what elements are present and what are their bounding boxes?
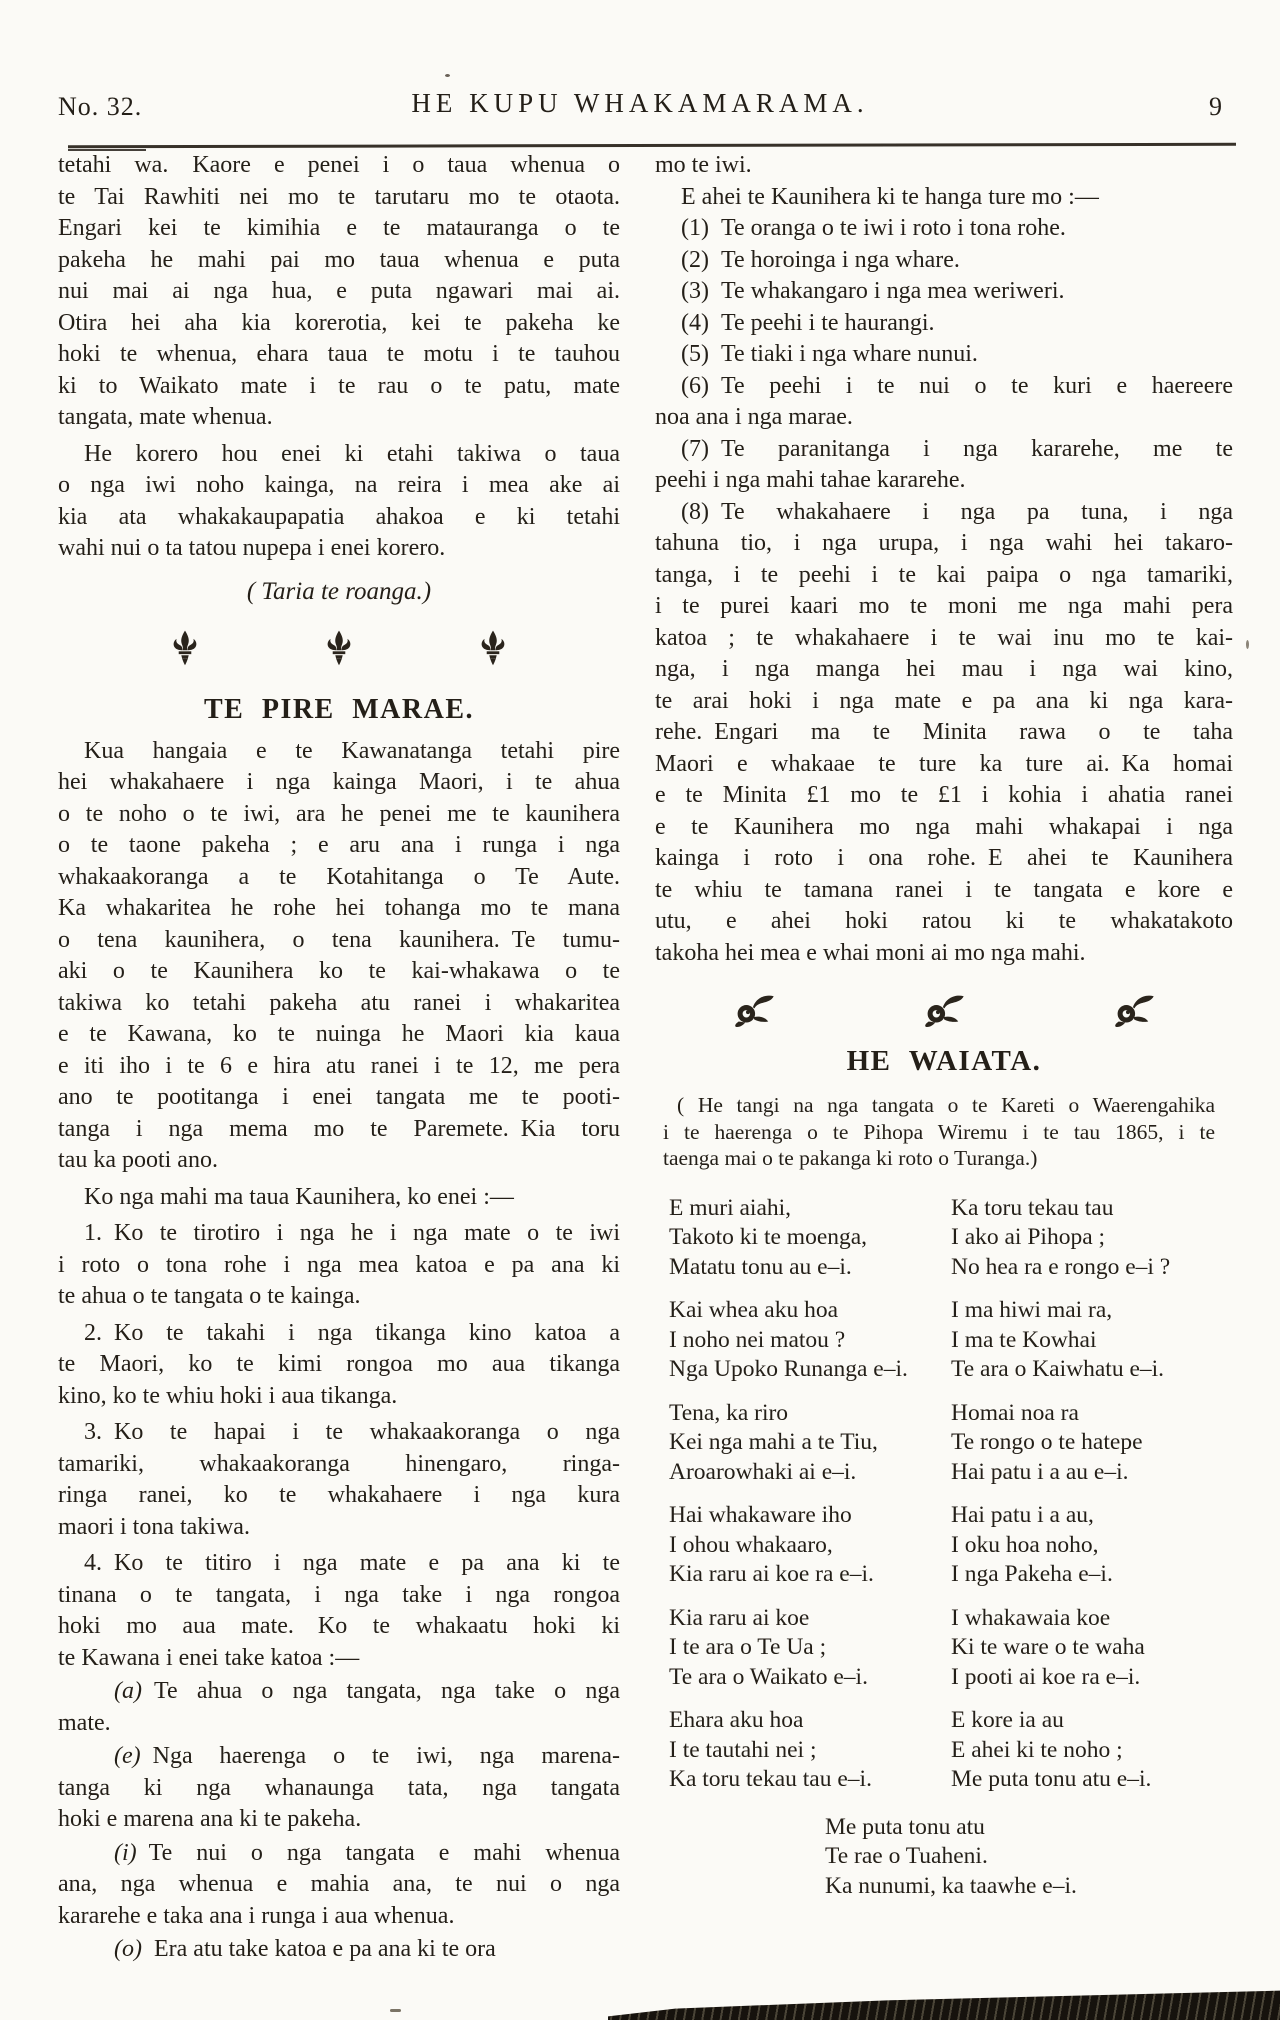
text-line: I nga Pakeha e–i. — [951, 1561, 1113, 1587]
waiata-stanza — [669, 1604, 951, 1693]
text-line: whakaakoranga a te Kotahitanga o Te Aute. — [58, 863, 620, 890]
right-column — [655, 150, 1233, 1915]
text-line: Otira hei aha kia korerotia, kei te pakeha ke — [58, 309, 620, 336]
text-line: I te ara o Te Ua ; — [669, 1634, 827, 1660]
text-line: (i) Te nui o nga tangata e mahi whenua — [114, 1839, 620, 1866]
text-line: (5) Te tiaki i nga whare nunui. — [681, 341, 978, 367]
text-line: He korero hou enei ki etahi takiwa o taua — [84, 440, 620, 467]
text-line: (a) Te ahua o nga tangata, nga take o nga — [114, 1678, 620, 1704]
waiata-stanza — [669, 1399, 951, 1488]
text-line: (2) Te horoinga i nga whare. — [681, 246, 960, 273]
text-line: takoha hei mea e whai moni ai mo nga mahi. — [655, 939, 1086, 966]
masthead-title: HE KUPU WHAKAMARAMA. — [411, 88, 869, 118]
waiata-column-right — [951, 1194, 1233, 1809]
text-line: Te rongo o te hatepe — [951, 1429, 1143, 1455]
text-line: I te tautahi nei ; — [669, 1736, 817, 1763]
text-line: te Kawana i enei take katoa :— — [58, 1644, 360, 1671]
rule-item-6 — [655, 371, 1233, 434]
list-item-e — [58, 1741, 620, 1836]
text-line: tanga ki nga whanaunga tata, nga tangata — [58, 1774, 620, 1801]
issue-number: No. 32. — [58, 92, 143, 121]
text-line: hei whakahaere i nga kainga Maori, i te ahua — [58, 769, 620, 795]
left-column — [58, 150, 620, 1966]
text-line: No hea ra e rongo e–i ? — [951, 1253, 1171, 1280]
text-line: o te noho o te iwi, ara he penei me te kaunihera — [58, 800, 620, 827]
text-line: o te taone pakeha ; e aru ana i runga i nga — [58, 832, 620, 858]
paragraph — [655, 182, 1233, 214]
text-line: E kore ia au — [951, 1707, 1064, 1733]
text-line: ringa ranei, ko te whakahaere i nga kura — [58, 1482, 620, 1508]
text-line: I noho nei matou ? — [669, 1326, 846, 1353]
text-line: i te haerenga o te Pihopa Wiremu i te tau 1865, i te — [663, 1119, 1215, 1144]
text-line: peehi i nga mahi tahae kararehe. — [655, 467, 966, 493]
waiata-stanza — [669, 1501, 951, 1590]
text-line: (o) Era atu take katoa e pa ana ki te ora — [114, 1936, 496, 1962]
text-line: kainga i roto i ona rohe. E ahei te Kaunihera — [655, 845, 1233, 871]
text-line: ki to Waikato mate i te rau o te patu, mate — [58, 372, 620, 399]
text-line: Kia raru ai koe — [669, 1604, 810, 1631]
paragraph-continuation — [655, 150, 1233, 182]
waiata-columns — [655, 1194, 1233, 1809]
section-heading-te-pire-marae: TE PIRE MARAE. — [203, 693, 474, 725]
text-line: Engari kei te kimihia e te matauranga o te — [58, 215, 620, 241]
waiata-stanza — [951, 1604, 1233, 1693]
text-line: Tena, ka riro — [669, 1399, 789, 1426]
waiata-stanza — [951, 1296, 1233, 1385]
fleur-de-lis-icon — [480, 630, 506, 667]
paragraph — [58, 736, 620, 1177]
section-heading-he-waiata: HE WAIATA. — [846, 1045, 1042, 1077]
floral-sprig-icon — [732, 993, 776, 1028]
text-line: Kai whea aku hoa — [669, 1297, 838, 1323]
text-line: Ka whakaritea he rohe hei tohanga mo te mana — [58, 895, 620, 921]
text-line: E muri aiahi, — [669, 1194, 792, 1221]
text-line: Aroarowhaki ai e–i. — [669, 1458, 857, 1485]
floral-sprig-icon — [1112, 993, 1156, 1028]
header-rule — [68, 143, 1236, 148]
text-line: o nga iwi noho kainga, na reira i mea ake ai — [58, 472, 620, 498]
waiata-stanza — [951, 1194, 1233, 1283]
text-line: tetahi wa. Kaore e penei i o taua whenua o — [58, 152, 620, 178]
text-line: Me puta tonu atu e–i. — [951, 1766, 1152, 1792]
text-line: (6) Te peehi i te nui o te kuri e haereere — [681, 372, 1233, 399]
text-line: pakeha he mahi pai mo taua whenua e puta — [58, 246, 620, 273]
text-line: maori i tona takiwa. — [58, 1513, 250, 1540]
waiata-stanza — [951, 1706, 1233, 1795]
text-line: tau ka pooti ano. — [58, 1147, 218, 1173]
text-line: Homai noa ra — [951, 1399, 1079, 1426]
text-line: Nga Upoko Runanga e–i. — [669, 1356, 908, 1382]
text-line: (3) Te whakangaro i nga mea weriweri. — [681, 278, 1065, 304]
text-line: tanga, i te peehi i te kai paipa o nga tamariki, — [655, 561, 1233, 588]
text-line: ana, nga whenua e mahia ana, te nui o nga — [58, 1871, 620, 1897]
text-line: 1. Ko te tirotiro i nga he i nga mate o te iwi — [84, 1220, 620, 1246]
list-item-i — [58, 1838, 620, 1933]
text-line: (8) Te whakahaere i nga pa tuna, i nga — [681, 498, 1233, 525]
text-line: ano te pootitanga i enei tangata me te pooti- — [58, 1084, 620, 1110]
text-line: hoki te whenua, ehara taua te motu i te tauhou — [58, 341, 620, 367]
fleur-de-lis-icon — [326, 630, 352, 667]
text-line: te Tai Rawhiti nei mo te tarutaru mo te otaota. — [58, 183, 620, 210]
text-line: te arai hoki i nga mate e pa ana ki nga kara- — [655, 687, 1233, 714]
text-line: wahi nui o ta tatou nupepa i enei korero. — [58, 535, 446, 561]
waiata-stanza — [669, 1296, 951, 1385]
text-line: i roto o tona rohe i nga mea katoa e pa ana ki — [58, 1251, 620, 1278]
text-line: Kia raru ai koe ra e–i. — [669, 1561, 874, 1587]
list-item-a — [58, 1676, 620, 1739]
text-line: Te rae o Tuaheni. — [825, 1843, 988, 1869]
text-line: Takoto ki te moenga, — [669, 1224, 868, 1250]
text-line: o tena kaunihera, o tena kaunihera. Te tumu- — [58, 926, 620, 953]
text-line: e te Kaunihera mo nga mahi whakapai i nga — [655, 813, 1233, 840]
text-line: (7) Te paranitanga i nga kararehe, me te — [681, 435, 1233, 462]
text-line: utu, e ahei hoki ratou ki te whakatakoto — [655, 908, 1233, 934]
text-line: tinana o te tangata, i nga take i nga rongoa — [58, 1581, 620, 1608]
paragraph — [58, 1182, 620, 1214]
text-line: taenga mai o te pakanga ki roto o Turanga.) — [663, 1146, 1038, 1170]
list-item-3 — [58, 1417, 620, 1543]
text-line: Te ara o Kaiwhatu e–i. — [951, 1356, 1165, 1382]
continuation-note: ( Taria te roanga.) — [246, 577, 432, 605]
text-line: Kei nga mahi a te Tiu, — [669, 1429, 878, 1455]
text-line: takiwa ko tetahi pakeha atu ranei i whakaritea — [58, 989, 620, 1016]
text-line: te whiu te tamana ranei i te tangata e kore e — [655, 876, 1233, 903]
rule-item-3 — [655, 276, 1233, 308]
text-line: (e) Nga haerenga o te iwi, nga marena- — [114, 1743, 620, 1769]
text-line: katoa ; te whakahaere i te wai inu mo te kai- — [655, 624, 1233, 651]
text-line: tamariki, whakaakoranga hinengaro, ringa- — [58, 1450, 620, 1477]
text-line: I pooti ai koe ra e–i. — [951, 1663, 1141, 1690]
floral-sprig-icon — [922, 993, 966, 1028]
rule-item-8 — [655, 497, 1233, 970]
text-line: E ahei te Kaunihera ki te hanga ture mo :— — [681, 183, 1099, 210]
text-line: tahuna tio, i nga urupa, i nga wahi hei takaro- — [655, 530, 1233, 556]
text-line: te ahua o te tangata o te kainga. — [58, 1283, 361, 1309]
text-line: Matatu tonu au e–i. — [669, 1253, 852, 1280]
text-line: Te ara o Waikato e–i. — [669, 1663, 868, 1690]
text-line: e te Kawana, ko te nuinga he Maori kia kaua — [58, 1021, 620, 1047]
text-line: Maori e whakaae te ture ka ture ai. Ka homai — [655, 750, 1233, 777]
torn-edge-artifact — [608, 1990, 1280, 2020]
text-line: Me puta tonu atu — [825, 1813, 985, 1840]
waiata-stanza — [951, 1501, 1233, 1590]
text-line: nga, i nga manga hei mau i nga wai kino, — [655, 656, 1233, 682]
text-line: E ahei ki te noho ; — [951, 1736, 1123, 1763]
text-line: Hai whakaware iho — [669, 1502, 852, 1528]
ornament-row — [58, 626, 620, 672]
text-line: i te purei kaari mo te moni me nga mahi pera — [655, 593, 1233, 619]
text-line: nui mai ai nga hua, e puta ngawari mai ai. — [58, 278, 620, 304]
text-line: kararehe e taka ana i runga i aua whenua. — [58, 1902, 455, 1929]
page-number: 9 — [1209, 92, 1222, 121]
rule-item-7 — [655, 434, 1233, 497]
text-line: hoki e marena ana ki te pakeha. — [58, 1806, 362, 1832]
text-line: 2. Ko te takahi i nga tikanga kino katoa a — [84, 1319, 620, 1346]
list-item-1 — [58, 1218, 620, 1313]
text-line: I ako ai Pihopa ; — [951, 1224, 1106, 1250]
list-item-o — [58, 1934, 620, 1966]
text-line: Kua hangaia e te Kawanatanga tetahi pire — [84, 737, 620, 764]
ornament-row — [655, 987, 1233, 1033]
text-line: mo te iwi. — [655, 152, 752, 178]
text-line: aki o te Kaunihera ko te kai-whakawa o te — [58, 958, 620, 984]
text-line: I whakawaia koe — [951, 1604, 1111, 1631]
rule-item-4 — [655, 308, 1233, 340]
text-line: tangata, mate whenua. — [58, 404, 273, 430]
text-line: 3. Ko te hapai i te whakaakoranga o nga — [84, 1419, 620, 1445]
paragraph-continuation — [58, 150, 620, 434]
list-item-4 — [58, 1548, 620, 1674]
waiata-stanza — [669, 1194, 951, 1283]
waiata-column-left — [669, 1194, 951, 1809]
text-line: Ehara aku hoa — [669, 1707, 804, 1733]
text-line: Ka nunumi, ka taawhe e–i. — [825, 1872, 1077, 1899]
text-line: rehe. Engari ma te Minita rawa o te taha — [655, 719, 1233, 745]
list-item-2 — [58, 1318, 620, 1413]
text-line: Ko nga mahi ma taua Kaunihera, ko enei :— — [84, 1183, 514, 1210]
text-line: I ma hiwi mai ra, — [951, 1297, 1113, 1323]
rule-item-5 — [655, 339, 1233, 371]
text-line: (4) Te peehi i te haurangi. — [681, 309, 935, 336]
ink-speck — [1246, 640, 1249, 649]
waiata-final-stanza — [825, 1813, 1233, 1902]
text-line: I oku hoa noho, — [951, 1531, 1099, 1558]
text-line: tanga i nga mema mo te Paremete. Kia toru — [58, 1115, 620, 1142]
waiata-caption — [663, 1092, 1215, 1172]
text-line: e te Minita £1 mo te £1 i kohia i ahatia ranei — [655, 782, 1233, 808]
paragraph — [58, 439, 620, 565]
text-line: Ki te ware o te waha — [951, 1634, 1145, 1660]
waiata-stanza — [951, 1399, 1233, 1488]
text-line: Ka toru tekau tau — [951, 1194, 1114, 1221]
rule-item-2 — [655, 245, 1233, 277]
text-line: e iti iho i te 6 e hira atu ranei i te 12, me pera — [58, 1052, 620, 1079]
text-line: I ma te Kowhai — [951, 1326, 1097, 1353]
text-line: (1) Te oranga o te iwi i roto i tona rohe. — [681, 215, 1066, 241]
waiata-stanza — [669, 1706, 951, 1795]
text-line: Ka toru tekau tau e–i. — [669, 1766, 872, 1792]
fleur-de-lis-icon — [172, 630, 198, 667]
text-line: I ohou whakaaro, — [669, 1531, 833, 1558]
ink-speck — [390, 2009, 401, 2012]
text-line: kia ata whakakaupapatia ahakoa e ki tetahi — [58, 503, 620, 530]
text-line: hoki mo aua mate. Ko te whakaatu hoki ki — [58, 1613, 620, 1639]
text-line: Hai patu i a au, — [951, 1502, 1094, 1528]
rule-item-1 — [655, 213, 1233, 245]
ink-speck — [445, 74, 450, 77]
text-line: noa ana i nga marae. — [655, 404, 853, 430]
text-line: te Maori, ko te kimi rongoa mo aua tikanga — [58, 1351, 620, 1377]
text-line: ( He tangi na nga tangata o te Kareti o Waerengahika — [677, 1093, 1215, 1117]
text-line: 4. Ko te titiro i nga mate e pa ana ki te — [84, 1550, 620, 1576]
text-line: Hai patu i a au e–i. — [951, 1458, 1129, 1485]
text-line: mate. — [58, 1709, 111, 1736]
text-line: kino, ko te whiu hoki i aua tikanga. — [58, 1382, 398, 1409]
